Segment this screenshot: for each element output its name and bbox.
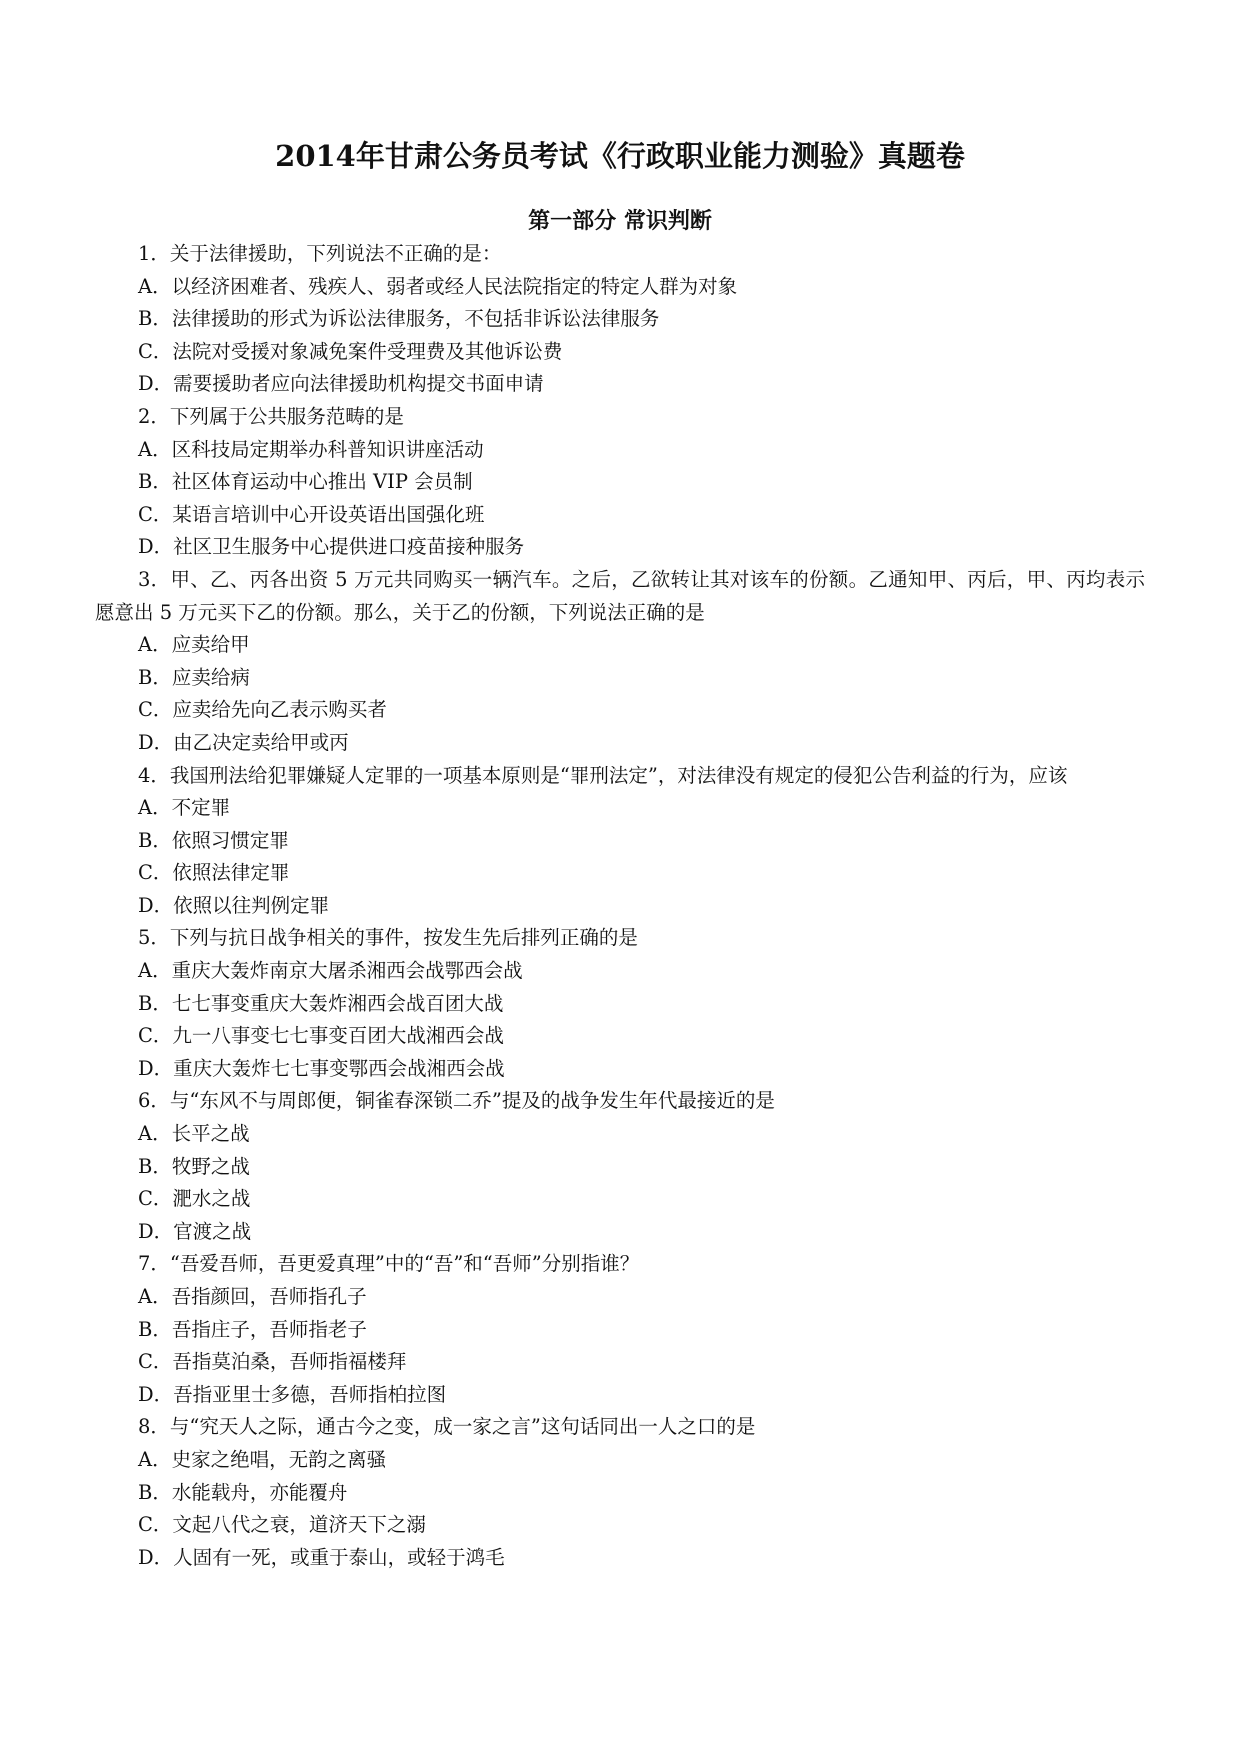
option-c: C．依照法律定罪 xyxy=(138,861,290,885)
option-b: B．七七事变重庆大轰炸湘西会战百团大战 xyxy=(138,991,504,1015)
option-a: A．长平之战 xyxy=(138,1122,250,1146)
option-d: D．重庆大轰炸七七事变鄂西会战湘西会战 xyxy=(138,1056,505,1080)
question-2 xyxy=(95,401,1145,564)
option-c: C．吾指莫泊桑，吾师指福楼拜 xyxy=(138,1350,407,1374)
option-a: A．以经济困难者、残疾人、弱者或经人民法院指定的特定人群为对象 xyxy=(138,274,738,298)
question-5 xyxy=(95,922,1145,1085)
option-d: D．社区卫生服务中心提供进口疫苗接种服务 xyxy=(138,535,525,559)
option-a: A．应卖给甲 xyxy=(138,633,250,657)
question-stem: 2．下列属于公共服务范畴的是 xyxy=(138,404,404,428)
question-1 xyxy=(95,238,1145,401)
option-c: C．应卖给先向乙表示购买者 xyxy=(138,698,387,722)
option-b: B．水能载舟，亦能覆舟 xyxy=(138,1480,348,1504)
option-a: A．重庆大轰炸南京大屠杀湘西会战鄂西会战 xyxy=(138,959,523,983)
option-c: C．法院对受援对象减免案件受理费及其他诉讼费 xyxy=(138,339,563,363)
question-stem: 7．“吾爱吾师，吾更爱真理”中的“吾”和“吾师”分别指谁？ xyxy=(138,1252,640,1276)
question-stem: 5．下列与抗日战争相关的事件，按发生先后排列正确的是 xyxy=(138,926,638,950)
option-c: C．某语言培训中心开设英语出国强化班 xyxy=(138,502,485,526)
option-c: C．淝水之战 xyxy=(138,1187,251,1211)
option-c: C．文起八代之衰，道济天下之溺 xyxy=(138,1513,426,1537)
option-c: C．九一八事变七七事变百团大战湘西会战 xyxy=(138,1024,504,1048)
question-3 xyxy=(95,564,1145,760)
option-a: A．区科技局定期举办科普知识讲座活动 xyxy=(138,437,484,461)
option-d: D．官渡之战 xyxy=(138,1219,252,1243)
question-6 xyxy=(95,1085,1145,1248)
question-stem: 6．与“东风不与周郎便，铜雀春深锁二乔”提及的战争发生年代最接近的是 xyxy=(138,1089,775,1113)
option-b: B．社区体育运动中心推出 VIP 会员制 xyxy=(138,470,473,494)
option-b: B．依照习惯定罪 xyxy=(138,828,289,852)
question-stem: 3．甲、乙、丙各出资 5 万元共同购买一辆汽车。之后，乙欲转让其对该车的份额。乙通知甲、丙后，甲、丙均表示愿意出 5 万元买下乙的份额。那么，关于乙的份额，下列说法正确的是 xyxy=(95,567,1145,624)
option-b: B．吾指庄子，吾师指老子 xyxy=(138,1317,367,1341)
question-stem: 1．关于法律援助，下列说法不正确的是： xyxy=(138,242,502,265)
option-d: D．由乙决定卖给甲或丙 xyxy=(138,730,349,754)
question-8 xyxy=(95,1411,1145,1574)
option-d: D．人固有一死，或重于泰山，或轻于鸿毛 xyxy=(138,1545,505,1569)
option-d: D．依照以往判例定罪 xyxy=(138,893,330,917)
document-title: 2014年甘肃公务员考试《行政职业能力测验》真题卷 xyxy=(275,139,965,173)
option-a: A．吾指颜回，吾师指孔子 xyxy=(138,1285,367,1308)
option-b: B．应卖给病 xyxy=(138,665,250,689)
question-stem: 4．我国刑法给犯罪嫌疑人定罪的一项基本原则是“罪刑法定”，对法律没有规定的侵犯公告利益的行为，应该 xyxy=(138,763,1068,787)
option-a: A．史家之绝唱，无韵之离骚 xyxy=(138,1447,387,1471)
question-stem: 8．与“究天人之际，通古今之变，成一家之言”这句话同出一人之口的是 xyxy=(138,1415,756,1439)
option-d: D．需要援助者应向法律援助机构提交书面申请 xyxy=(138,372,544,396)
option-b: B．牧野之战 xyxy=(138,1154,250,1178)
option-a: A．不定罪 xyxy=(138,796,231,820)
question-list xyxy=(95,238,1145,1574)
question-4 xyxy=(95,760,1145,923)
option-b: B．法律援助的形式为诉讼法律服务，不包括非诉讼法律服务 xyxy=(138,307,660,331)
option-d: D．吾指亚里士多德，吾师指柏拉图 xyxy=(138,1382,447,1406)
question-7 xyxy=(95,1248,1145,1411)
section-heading: 第一部分 常识判断 xyxy=(528,208,712,234)
